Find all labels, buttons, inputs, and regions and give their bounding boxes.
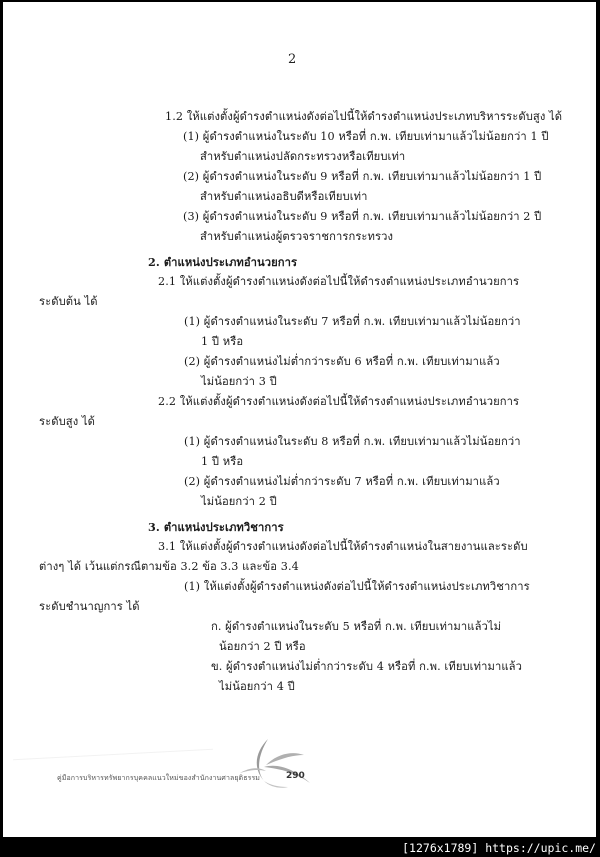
item-2-1-2-cont: ไม่น้อยกว่า 3 ปี (201, 375, 277, 388)
item-2-2-1: (1) ผู้ดำรงตำแหน่งในระดับ 8 หรือที่ ก.พ. เทียบเท่ามาแล้วไม่น้อยกว่า (184, 435, 521, 448)
footer-page-number: 290 (286, 771, 305, 781)
section-1-2: 1.2 ให้แต่งตั้งผู้ดำรงตำแหน่งดังต่อไปนี้ให้ดำรงตำแหน่งประเภทบริหารระดับสูง ได้ (165, 110, 563, 123)
item-2-1-2: (2) ผู้ดำรงตำแหน่งไม่ต่ำกว่าระดับ 6 หรือที่ ก.พ. เทียบเท่ามาแล้ว (184, 355, 500, 368)
document-page (3, 2, 596, 837)
section-2-2: 2.2 ให้แต่งตั้งผู้ดำรงตำแหน่งดังต่อไปนี้ให้ดำรงตำแหน่งประเภทอำนวยการ (158, 395, 520, 408)
item-3-1-1-ka-cont: น้อยกว่า 2 ปี หรือ (219, 640, 306, 653)
item-3-1-1-cont: ระดับชำนาญการ ได้ (39, 600, 140, 613)
item-1-2-2: (2) ผู้ดำรงตำแหน่งในระดับ 9 หรือที่ ก.พ. เทียบเท่ามาแล้วไม่น้อยกว่า 1 ปี (183, 170, 542, 183)
footer-decoration-line (13, 749, 213, 760)
heading-section-3: 3. ตำแหน่งประเภทวิชาการ (148, 520, 284, 534)
item-1-2-2-cont: สำหรับตำแหน่งอธิบดีหรือเทียบเท่า (200, 190, 368, 203)
page-number-top: 2 (288, 52, 297, 67)
section-2-1: 2.1 ให้แต่งตั้งผู้ดำรงตำแหน่งดังต่อไปนี้ให้ดำรงตำแหน่งประเภทอำนวยการ (158, 275, 520, 288)
section-3-1: 3.1 ให้แต่งตั้งผู้ดำรงตำแหน่งดังต่อไปนี้ให้ดำรงตำแหน่งในสายงานและระดับ (158, 540, 528, 553)
item-3-1-1: (1) ให้แต่งตั้งผู้ดำรงตำแหน่งดังต่อไปนี้ให้ดำรงตำแหน่งประเภทวิชาการ (184, 580, 530, 593)
section-2-1-cont: ระดับต้น ได้ (39, 295, 98, 308)
heading-section-2: 2. ตำแหน่งประเภทอำนวยการ (148, 255, 298, 269)
item-3-1-1-ka: ก. ผู้ดำรงตำแหน่งในระดับ 5 หรือที่ ก.พ. เทียบเท่ามาแล้วไม่ (211, 620, 502, 633)
item-2-2-2-cont: ไม่น้อยกว่า 2 ปี (201, 495, 277, 508)
item-2-2-2: (2) ผู้ดำรงตำแหน่งไม่ต่ำกว่าระดับ 7 หรือที่ ก.พ. เทียบเท่ามาแล้ว (184, 475, 500, 488)
footer-title: คู่มือการบริหารทรัพยากรบุคคลแนวใหม่ของสำนักงานศาลยุติธรรม (57, 774, 261, 782)
item-1-2-3-cont: สำหรับตำแหน่งผู้ตรวจราชการกระทรวง (200, 230, 394, 243)
section-3-1-cont: ต่างๆ ได้ เว้นแต่กรณีตามข้อ 3.2 ข้อ 3.3 และข้อ 3.4 (39, 560, 299, 573)
item-1-2-1-cont: สำหรับตำแหน่งปลัดกระทรวงหรือเทียบเท่า (200, 150, 406, 163)
item-1-2-1: (1) ผู้ดำรงตำแหน่งในระดับ 10 หรือที่ ก.พ. เทียบเท่ามาแล้วไม่น้อยกว่า 1 ปี (183, 130, 549, 143)
item-2-1-1: (1) ผู้ดำรงตำแหน่งในระดับ 7 หรือที่ ก.พ. เทียบเท่ามาแล้วไม่น้อยกว่า (184, 315, 521, 328)
item-3-1-1-kha-cont: ไม่น้อยกว่า 4 ปี (219, 680, 295, 693)
item-1-2-3: (3) ผู้ดำรงตำแหน่งในระดับ 9 หรือที่ ก.พ. เทียบเท่ามาแล้วไม่น้อยกว่า 2 ปี (183, 210, 542, 223)
image-watermark: [1276x1789] https://upic.me/ (402, 841, 596, 855)
section-2-2-cont: ระดับสูง ได้ (39, 415, 96, 428)
item-2-2-1-cont: 1 ปี หรือ (201, 455, 244, 468)
item-3-1-1-kha: ข. ผู้ดำรงตำแหน่งไม่ต่ำกว่าระดับ 4 หรือที่ ก.พ. เทียบเท่ามาแล้ว (211, 660, 522, 673)
item-2-1-1-cont: 1 ปี หรือ (201, 335, 244, 348)
